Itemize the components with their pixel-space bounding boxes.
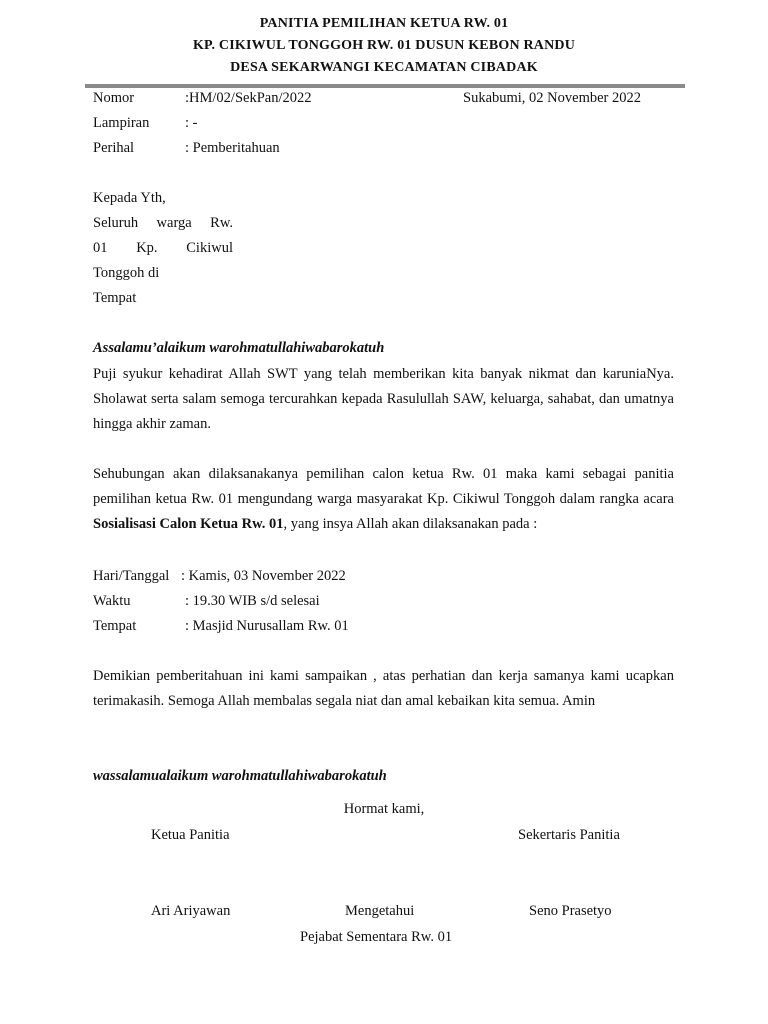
mengetahui-label: Mengetahui <box>345 903 415 919</box>
perihal-value: : Pemberitahuan <box>185 140 280 156</box>
event-date-label: Hari/Tanggal <box>93 568 170 584</box>
closing-greeting: wassalamualaikum warohmatullahiwabarokatuh <box>93 768 387 784</box>
letterhead <box>0 13 768 79</box>
recipient-word: warga <box>156 215 192 231</box>
event-name: Sosialisasi Calon Ketua Rw. 01 <box>93 516 284 532</box>
letterhead-line-1: PANITIA PEMILIHAN KETUA RW. 01 <box>259 16 509 31</box>
letter-date: Sukabumi, 02 November 2022 <box>463 90 642 106</box>
opening-greeting: Assalamu’alaikum warohmatullahiwabarokatuh <box>93 340 385 356</box>
event-place-value: : Masjid Nurusallam Rw. 01 <box>185 618 349 634</box>
recipient-line-1: Kepada Yth, <box>93 190 166 206</box>
paragraph-announcement <box>93 462 674 537</box>
recipient-word: Cikiwul <box>186 240 233 256</box>
recipient-word: Rw. <box>210 215 233 231</box>
nomor-value: :HM/02/SekPan/2022 <box>185 90 312 106</box>
announcement-text: Sehubungan akan dilaksanakanya pemilihan calon ketua Rw. 01 maka kami sebagai panitia pemilihan ketua Rw. 01 mengundang warga masyarakat Kp. Cikiwul Tonggoh dalam rangka acara <box>93 466 674 507</box>
recipient-line-4: Tonggoh di <box>93 265 160 281</box>
recipient-line-5: Tempat <box>93 290 137 306</box>
event-date-value: : Kamis, 03 November 2022 <box>181 568 346 584</box>
perihal-label: Perihal <box>93 140 135 156</box>
lampiran-value: : - <box>185 115 198 131</box>
recipient-line-3 <box>93 236 233 261</box>
ketua-name: Ari Ariyawan <box>151 903 231 919</box>
event-time-value: : 19.30 WIB s/d selesai <box>185 593 320 609</box>
recipient-word: 01 <box>93 240 108 256</box>
letterhead-line-2: KP. CIKIWUL TONGGOH RW. 01 DUSUN KEBON RANDU <box>192 38 576 53</box>
nomor-label: Nomor <box>93 90 135 106</box>
recipient-word: Kp. <box>136 240 158 256</box>
event-place-label: Tempat <box>93 618 137 634</box>
pejabat-title: Pejabat Sementara Rw. 01 <box>300 929 453 945</box>
sekretaris-name: Seno Prasetyo <box>529 903 612 919</box>
letterhead-line-3: DESA SEKARWANGI KECAMATAN CIBADAK <box>230 60 538 75</box>
ketua-title: Ketua Panitia <box>151 827 230 843</box>
paragraph-closing: Demikian pemberitahuan ini kami sampaikan , atas perhatian dan kerja samanya kami ucapkan terimakasih. Semoga Allah membalas segala niat dan amal kebaikan kita semua. Amin <box>93 668 674 709</box>
announcement-text-end: , yang insya Allah akan dilaksanakan pada : <box>283 516 538 532</box>
paragraph-opening: Puji syukur kehadirat Allah SWT yang telah memberikan kita banyak nikmat dan karuniaNya. Sholawat serta salam semoga tercurahkan kepada Rasulullah SAW, keluarga, sahabat, dan umatnya hingga akhir zaman. <box>93 366 674 432</box>
hormat-kami: Hormat kami, <box>343 801 425 817</box>
recipient-word: Seluruh <box>93 215 139 231</box>
lampiran-label: Lampiran <box>93 115 150 131</box>
sekretaris-title: Sekertaris Panitia <box>518 827 620 843</box>
recipient-block <box>93 186 233 311</box>
event-time-label: Waktu <box>93 593 131 609</box>
recipient-line-2 <box>93 211 233 236</box>
